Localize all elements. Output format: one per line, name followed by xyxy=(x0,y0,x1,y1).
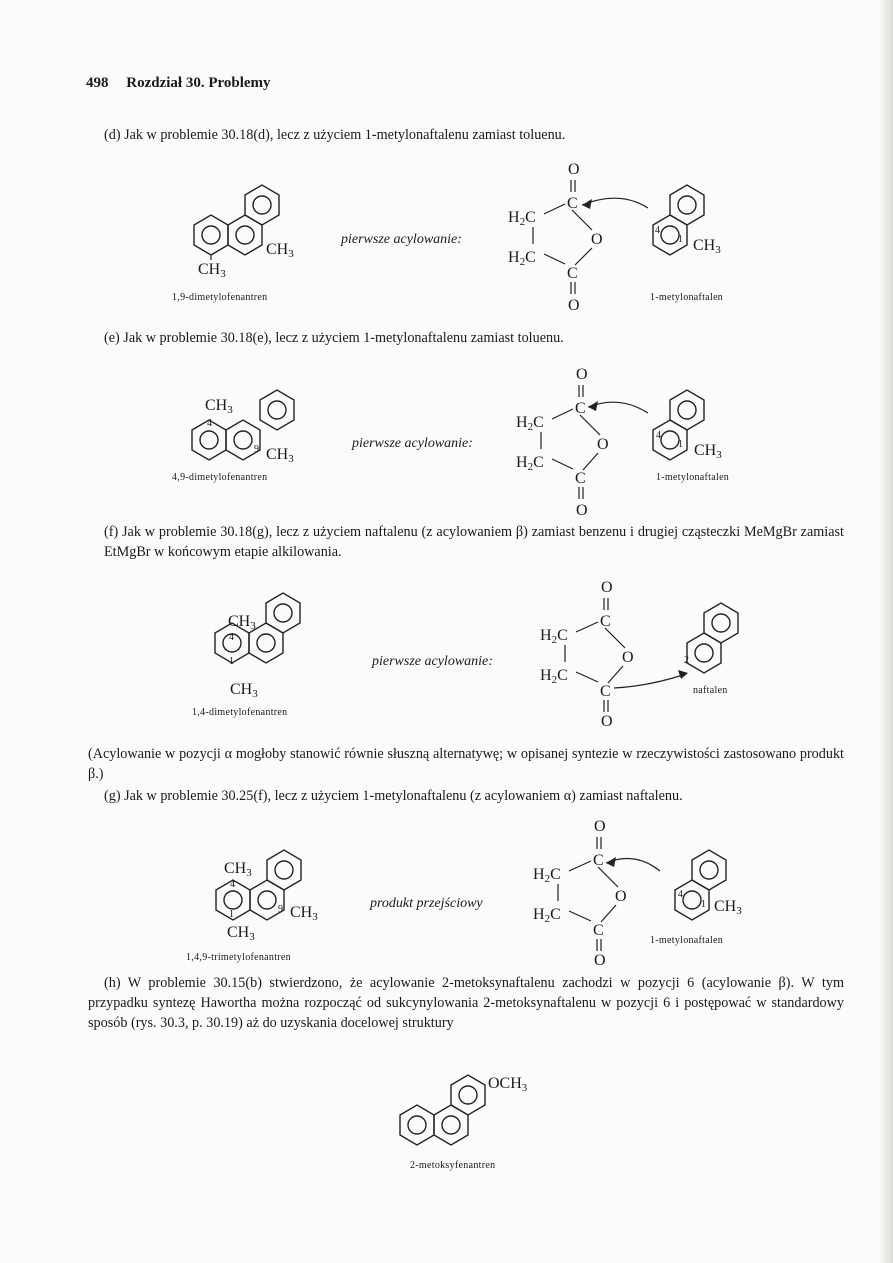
product-structure-e xyxy=(192,390,294,465)
svg-text:CH3: CH3 xyxy=(694,442,722,461)
svg-text:CH3: CH3 xyxy=(230,681,258,700)
svg-text:H2C: H2C xyxy=(533,906,561,925)
svg-text:CH3: CH3 xyxy=(224,860,252,879)
svg-text:O: O xyxy=(615,888,627,905)
svg-text:O: O xyxy=(622,649,634,666)
product-structure-h xyxy=(400,1075,528,1145)
svg-text:CH3: CH3 xyxy=(290,904,318,923)
reagent-structure-d xyxy=(653,185,721,256)
problem-f-text: (f) Jak w problemie 30.18(g), lecz z użyciem naftalenu (z acylowaniem β) zamiast benzenu i drugiej cząsteczki MeMgBr zamiast EtMgBr w końcowym etapie alkilowania. xyxy=(104,524,844,560)
svg-text:CH3: CH3 xyxy=(266,446,294,465)
reagent-structure-e xyxy=(653,390,722,461)
svg-text:1: 1 xyxy=(229,909,234,920)
figure-e xyxy=(0,355,893,519)
succinic-anhydride-d xyxy=(508,161,603,314)
product-name-g: 1,4,9-trimetylofenantren xyxy=(186,952,291,963)
svg-text:C: C xyxy=(593,852,604,869)
svg-text:H2C: H2C xyxy=(508,249,536,268)
product-name-e: 4,9-dimetylofenantren xyxy=(172,472,268,483)
chapter-title: Rozdział 30. Problemy xyxy=(126,75,271,91)
svg-text:O: O xyxy=(568,161,580,178)
succinic-anhydride-e xyxy=(516,366,609,519)
svg-text:C: C xyxy=(600,613,611,630)
svg-text:CH3: CH3 xyxy=(228,613,256,632)
reagent-name-g: 1-metylonaftalen xyxy=(650,935,724,946)
svg-text:CH3: CH3 xyxy=(198,261,226,280)
reagent-name-d: 1-metylonaftalen xyxy=(650,292,724,303)
svg-text:CH3: CH3 xyxy=(266,241,294,260)
svg-text:O: O xyxy=(601,713,613,730)
svg-text:9: 9 xyxy=(254,444,259,455)
figure-f xyxy=(0,578,893,728)
svg-text:CH3: CH3 xyxy=(693,237,721,256)
svg-text:H2C: H2C xyxy=(516,414,544,433)
svg-text:1: 1 xyxy=(229,656,234,667)
page-header xyxy=(86,75,271,92)
svg-text:2: 2 xyxy=(684,655,689,666)
product-name-d: 1,9-dimetylofenantren xyxy=(172,292,268,303)
svg-text:1: 1 xyxy=(678,439,683,450)
problem-g-text: (g) Jak w problemie 30.25(f), lecz z użyciem 1-metylonaftalenu (z acylowaniem α) zamiast naftalenu. xyxy=(104,788,683,804)
problem-e-text: (e) Jak w problemie 30.18(e), lecz z użyciem 1-metylonaftalenu zamiast toluenu. xyxy=(104,330,564,346)
svg-text:1: 1 xyxy=(678,234,683,245)
step-label-d: pierwsze acylowanie: xyxy=(341,232,462,247)
svg-text:O: O xyxy=(591,231,603,248)
svg-text:OCH3: OCH3 xyxy=(488,1075,528,1094)
svg-text:C: C xyxy=(593,922,604,939)
product-structure-f xyxy=(215,593,300,700)
svg-text:H2C: H2C xyxy=(533,866,561,885)
step-label-f: pierwsze acylowanie: xyxy=(372,654,493,669)
page-edge-shadow xyxy=(879,0,893,1263)
svg-text:4: 4 xyxy=(207,418,212,429)
svg-text:O: O xyxy=(568,297,580,314)
svg-text:H2C: H2C xyxy=(540,667,568,686)
svg-text:C: C xyxy=(575,470,586,487)
svg-text:CH3: CH3 xyxy=(714,898,742,917)
attack-arrow-f xyxy=(614,674,686,688)
reagent-name-e: 1-metylonaftalen xyxy=(656,472,730,483)
svg-text:CH3: CH3 xyxy=(227,924,255,943)
svg-text:O: O xyxy=(576,366,588,383)
svg-text:1: 1 xyxy=(701,899,706,910)
product-structure-g xyxy=(216,850,318,943)
figure-d xyxy=(0,150,893,314)
page-number: 498 xyxy=(86,75,109,91)
problem-h-text: (h) W problemie 30.15(b) stwierdzono, że acylowanie 2-metoksynaftalenu zachodzi w pozycji 6 (acylowanie β). W tym przypadku syntezę Hawortha można rozpocząć od sukcynylowania 2-metoksynaftalenu w pozycji 6 i postępować w standardowy sposób (rys. 30.3, p. 30.19) aż do uzyskania docelowej struktury xyxy=(88,975,844,1031)
product-name-f: 1,4-dimetylofenantren xyxy=(192,707,288,718)
svg-text:C: C xyxy=(567,195,578,212)
svg-text:O: O xyxy=(576,502,588,519)
attack-arrow-d xyxy=(582,198,648,208)
problem-d-text: (d) Jak w problemie 30.18(d), lecz z użyciem 1-metylonaftalenu zamiast toluenu. xyxy=(104,127,566,143)
svg-text:9: 9 xyxy=(278,904,283,915)
svg-text:O: O xyxy=(594,952,606,969)
reagent-structure-f xyxy=(684,603,738,673)
svg-text:4: 4 xyxy=(655,225,660,236)
svg-text:O: O xyxy=(601,579,613,596)
product-structure-d xyxy=(194,185,294,280)
svg-text:4: 4 xyxy=(230,879,235,890)
svg-text:H2C: H2C xyxy=(540,627,568,646)
svg-text:4: 4 xyxy=(656,430,661,441)
svg-text:4: 4 xyxy=(678,889,683,900)
svg-text:H2C: H2C xyxy=(516,454,544,473)
reagent-structure-g xyxy=(675,850,742,920)
figure-g xyxy=(0,815,893,975)
svg-text:4: 4 xyxy=(229,632,234,643)
reagent-name-f: naftalen xyxy=(693,685,728,696)
product-name-h: 2-metoksyfenantren xyxy=(410,1160,496,1171)
step-label-e: pierwsze acylowanie: xyxy=(352,436,473,451)
note-text: (Acylowanie w pozycji α mogłoby stanowić równie słuszną alternatywę; w opisanej syntezie w rzeczywistości zastosowano produkt β.) xyxy=(88,746,844,782)
succinic-anhydride-f xyxy=(540,579,634,730)
svg-text:C: C xyxy=(600,683,611,700)
succinic-anhydride-g xyxy=(533,818,627,969)
svg-text:O: O xyxy=(594,818,606,835)
step-label-g: produkt przejściowy xyxy=(370,896,483,911)
svg-text:C: C xyxy=(575,400,586,417)
svg-text:C: C xyxy=(567,265,578,282)
figure-h xyxy=(0,1060,893,1180)
svg-text:O: O xyxy=(597,436,609,453)
svg-text:CH3: CH3 xyxy=(205,397,233,416)
svg-text:H2C: H2C xyxy=(508,209,536,228)
